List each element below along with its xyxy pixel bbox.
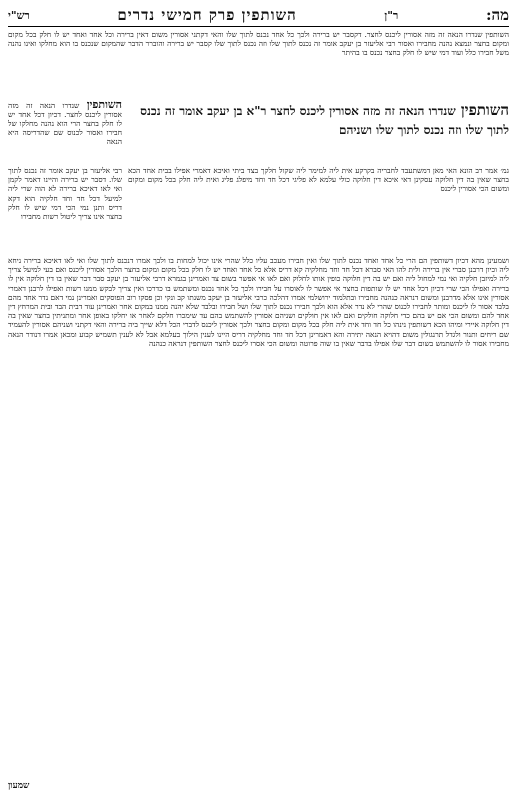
- rashi-lead-word: השותפין: [86, 100, 122, 111]
- rashi-column-text: רבי אליעזר בן יעקב אומר זה נכנס לתוך שלו. דסבר יש ברירה והיינו דאמר לקמן ואי לאו דאיכא ברירה לא הוה שרי ליה למיעל דכל חד וחד חלקיה הוא דקא דריס ותנן נמי הכי דמי שיש לו חלק בחצר אינו צריך ליטול רשות מחבירו: [8, 166, 122, 222]
- gemara-block: [128, 166, 509, 252]
- rashi-side-box: [8, 100, 122, 162]
- ran-label: ר"ן: [384, 8, 399, 22]
- commentary-body-text: ושמעינן מהא דכיון דשותפין הם הרי כל אחד ואחד נכנס לתוך שלו ואין חבירו מעכב עליו כלל שהרי אינו יכול למחות בו ולכך אמרו דנכנס לתוך שלו ואי לאו דאיכא ברירה ניחא ליה וכיון דרבנן סברי אין ברירה ולית להו האי סברא דכל חד וחד מחלקיה קא דריס אלא כל אחד ואחד יש לו חלק בכל מקום ומקום בחצר הלכך אסורין ליכנס ואם בעי למיעל צריך ליה למיזבן חלקיה ואי נמי למחול ליה ואם יש בה דין חלוקה כופין אותו לחלוק ואם לאו אי אפשר בשום צד ואמרינן בגמרא דרבי אליעזר בן יעקב סבר דבר שאין בו דין חלוקה אין לו ברירה ואפילו הכי שרי דכיון דכל אחד יש לו שותפות בחצר אי אפשר לו לאוסרו על חבירו ולכך כל אחד נכנס ומשתמש בו כדרכו ואין צריך לבקש ממנו רשות ואפילו לרבנן דאמרי אסורין אינו אלא מדרבנן ומשום דנראה כנהנה מחבירו ובתלמוד ירושלמי אמרו דהלכה כרבי אליעזר בן יעקב משנתו קב ונקי וכן פסקו רוב הפוסקים ואמרינן נמי דאם נדר אחד מהם בלבד אסור לו ליכנס ומותר לחבירו לכנוס שהרי לא נדר אלא הוא ולכך חבירו נכנס לתוך שלו ושל חבירו ובלבד שלא יהנה ממנו במקום אחר ואמרינן עוד דבית הבד ובית המרחץ דין אחד להם ומשום הכי אם יש בהם כדי חלוקה חולקים ואם לאו אין חולקים ושניהם אסורין להשתמש בהם עד שימכרו חלקם לאחר או יחלקו באופן אחר ומתניתין בחצר שאין בה דין חלוקה איירי ומיהו הכא דשותפין נינהו כל חד וחד אית ליה חלק בכל מקום ומקום בחצר ולכך אסורין ליכנס לדברי הכל דלא שייך ביה ברירה והאי דקתני ושניהם אסורין להעמיד שם ריחים ותנור ולגדל תרנגולין משום דהויא הנאה יתירה והא דאמרינן דכל חד וחד מחלקיה דריס היינו לענין הילוך בעלמא אבל לא לענין תשמיש קבוע ומכאן אמרו דנודר הנאה מחבירו אסור לו להשתמש בשום דבר שלו אפילו בדבר שאין בו שוה פרוטה ומשום הכי אסרו ליכנס לחצר השותפין דנראה כנהנה: [8, 256, 509, 348]
- folio-number: מה:: [485, 5, 509, 24]
- catchword: שמעון: [8, 781, 30, 791]
- ran-text: השותפין שנדרו הנאה זה מזה אסורין ליכנס לחצר. דקסבר יש ברירה ולכך כל אחד נכנס לתוך שלו והאי דקתני אסורין משום דאין ברירה וכל אחד ואחד יש לו חלק בכל מקום ומקום בחצר ונמצא נהנה מחבירו ואסור רבי אליעזר בן יעקב אומר זה נכנס לתוך שלו וזה נכנס לתוך שלו קסבר יש ברירה והוברר הדבר שהמקום שנכנס בו הוא מחלקו ואינו נהנה משל חבירו כלל ועוד דמי שיש לו חלק בחצר נכנס בו בהיתר: [8, 30, 509, 58]
- commentary-body: [8, 256, 509, 774]
- mishnah-lead-word: השותפין: [460, 101, 509, 119]
- page-header: [8, 4, 509, 27]
- rashi-side-text: שנדרו הנאה זה מזה אסורין ליכנס לחצר. דכיון דכל אחד יש לו חלק בחצר הרי הוא נהנה מחלקו של חבירו ואסור לכנוס שם שהדריסה היא הנאה: [8, 101, 122, 146]
- mishnah-text: שנדרו הנאה זה מזה אסורין ליכנס לחצר ר"א בן יעקב אומר זה נכנס לתוך שלו וזה נכנס לתוך שלו ושניהם: [140, 104, 509, 137]
- rashi-label: רש"י: [8, 8, 30, 22]
- ran-commentary-top: [8, 30, 509, 96]
- chapter-title: השותפין פרק חמישי נדרים: [117, 5, 297, 24]
- mishnah-block: [128, 100, 509, 160]
- rashi-column: [8, 166, 122, 252]
- gemara-text: גמ׳ אמר רב הונא האי מאן דמשתעבד לחבריה בקרקע אית ליה למימר ליה שקול חלקך בצד ביתי ואיכא דאמרי אפילו בבית אחד הכא בחצר שאין בה דין חלוקה עסקינן דאי איכא דין חלוקה כולי עלמא לא פליגי דכל חד וחד מיפלג פליג ואית ליה חלק בכל מקום ומקום ומשום הכי אסורין ליכנס: [128, 166, 509, 194]
